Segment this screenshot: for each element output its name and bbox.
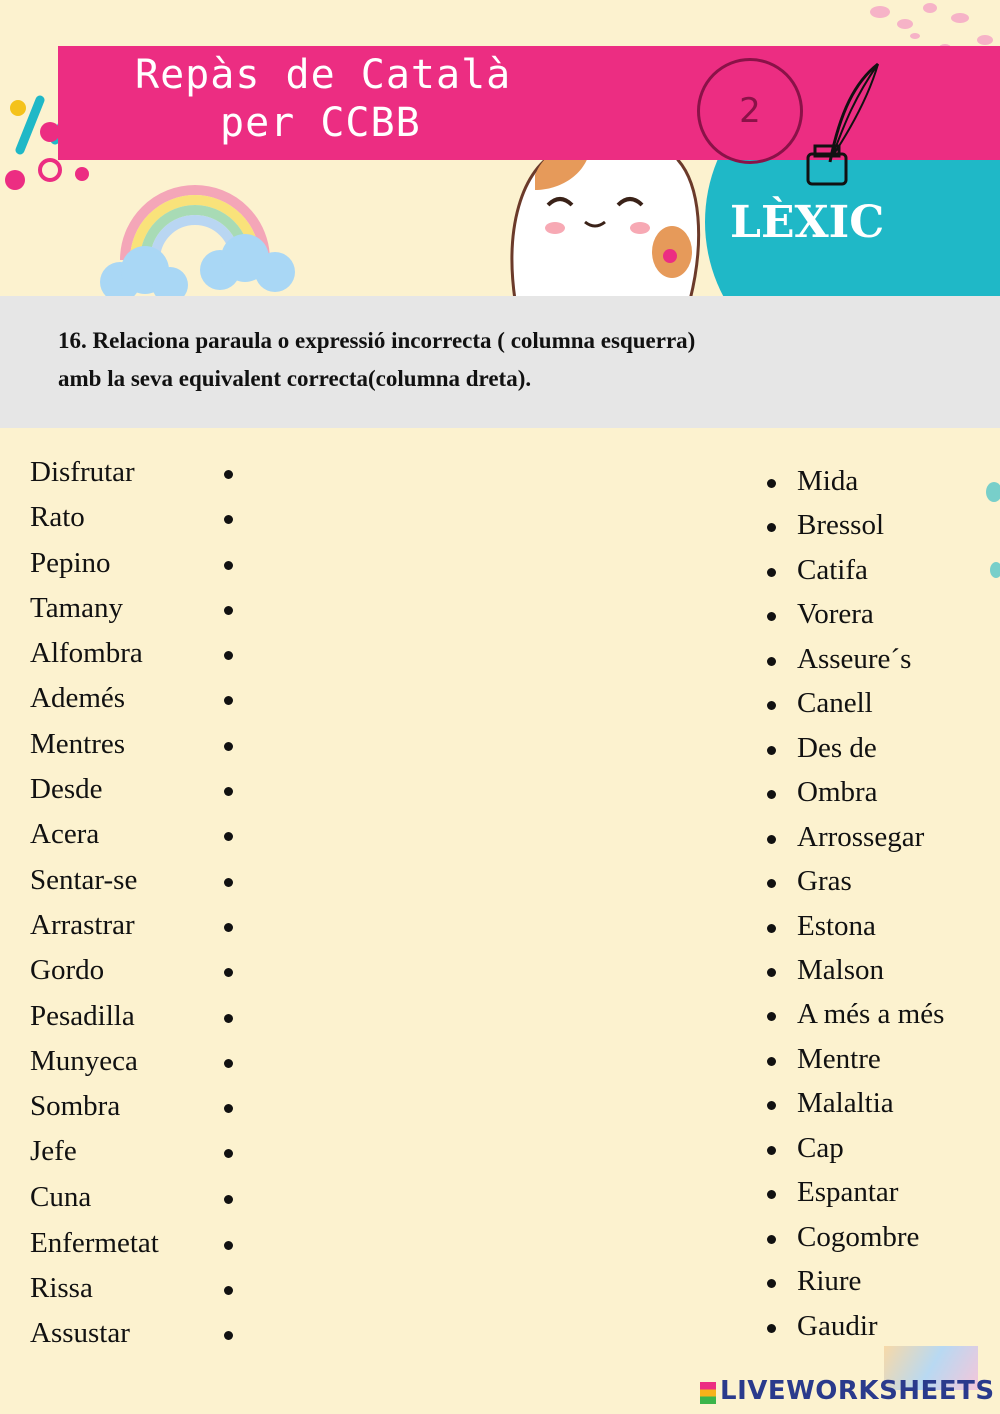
left-match-dot[interactable] bbox=[224, 968, 233, 977]
left-match-dot[interactable] bbox=[224, 1014, 233, 1023]
right-match-dot[interactable] bbox=[767, 968, 776, 977]
left-match-dot[interactable] bbox=[224, 787, 233, 796]
left-word: Rissa bbox=[30, 1272, 93, 1304]
right-word: Estona bbox=[797, 910, 876, 942]
left-match-dot[interactable] bbox=[224, 1286, 233, 1295]
title-line-1: Repàs de Català bbox=[135, 52, 512, 98]
left-word: Arrastrar bbox=[30, 909, 135, 941]
right-match-dot[interactable] bbox=[767, 924, 776, 933]
right-word: Riure bbox=[797, 1265, 862, 1297]
title-line-2: per CCBB bbox=[220, 100, 421, 146]
left-word: Jefe bbox=[30, 1135, 77, 1167]
left-match-dot[interactable] bbox=[224, 1059, 233, 1068]
section-title: LÈXIC bbox=[730, 197, 885, 248]
left-word: Gordo bbox=[30, 954, 105, 986]
left-word: Pesadilla bbox=[30, 1000, 135, 1032]
right-word: Vorera bbox=[797, 598, 874, 630]
right-match-dot[interactable] bbox=[767, 879, 776, 888]
left-word: Ademés bbox=[30, 682, 126, 714]
left-match-dot[interactable] bbox=[224, 1331, 233, 1340]
left-word: Munyeca bbox=[30, 1045, 138, 1077]
left-match-dot[interactable] bbox=[224, 470, 233, 479]
left-match-dot[interactable] bbox=[224, 832, 233, 841]
right-match-dot[interactable] bbox=[767, 1057, 776, 1066]
right-word: Des de bbox=[797, 732, 877, 764]
right-match-dot[interactable] bbox=[767, 1101, 776, 1110]
left-match-dot[interactable] bbox=[224, 561, 233, 570]
instructions-line-1: 16. Relaciona paraula o expressió incorrecta ( columna esquerra) bbox=[58, 328, 696, 353]
left-match-dot[interactable] bbox=[224, 1241, 233, 1250]
left-word: Mentres bbox=[30, 728, 126, 760]
right-match-dot[interactable] bbox=[767, 1324, 776, 1333]
left-word: Acera bbox=[30, 818, 100, 850]
left-match-dot[interactable] bbox=[224, 515, 233, 524]
right-match-dot[interactable] bbox=[767, 1235, 776, 1244]
right-word: Gaudir bbox=[797, 1310, 878, 1342]
right-word: A més a més bbox=[797, 998, 945, 1030]
left-match-dot[interactable] bbox=[224, 606, 233, 615]
liveworksheets-logo-icon bbox=[700, 1382, 716, 1404]
right-match-dot[interactable] bbox=[767, 1012, 776, 1021]
right-word: Asseure´s bbox=[797, 643, 912, 675]
left-word: Pepino bbox=[30, 547, 111, 579]
right-word: Cap bbox=[797, 1132, 844, 1164]
left-word: Enfermetat bbox=[30, 1227, 159, 1259]
right-word: Catifa bbox=[797, 554, 868, 586]
left-match-dot[interactable] bbox=[224, 878, 233, 887]
left-word: Desde bbox=[30, 773, 103, 805]
right-match-dot[interactable] bbox=[767, 835, 776, 844]
left-match-dot[interactable] bbox=[224, 1104, 233, 1113]
left-match-dot[interactable] bbox=[224, 651, 233, 660]
right-word: Bressol bbox=[797, 509, 884, 541]
right-match-dot[interactable] bbox=[767, 657, 776, 666]
right-match-dot[interactable] bbox=[767, 746, 776, 755]
instructions-line-2: amb la seva equivalent correcta(columna dreta). bbox=[58, 366, 532, 391]
right-match-dot[interactable] bbox=[767, 523, 776, 532]
right-word: Espantar bbox=[797, 1176, 899, 1208]
right-word: Malson bbox=[797, 954, 884, 986]
right-word: Ombra bbox=[797, 776, 878, 808]
right-word: Canell bbox=[797, 687, 873, 719]
left-match-dot[interactable] bbox=[224, 696, 233, 705]
left-match-dot[interactable] bbox=[224, 1149, 233, 1158]
right-word: Malaltia bbox=[797, 1087, 894, 1119]
worksheet-number: 2 bbox=[697, 58, 803, 164]
side-decor-dots bbox=[980, 470, 1000, 590]
left-match-dot[interactable] bbox=[224, 923, 233, 932]
left-word: Disfrutar bbox=[30, 456, 135, 488]
left-word: Alfombra bbox=[30, 637, 143, 669]
left-word: Sentar-se bbox=[30, 864, 138, 896]
left-match-dot[interactable] bbox=[224, 742, 233, 751]
right-match-dot[interactable] bbox=[767, 701, 776, 710]
right-word: Mentre bbox=[797, 1043, 881, 1075]
right-match-dot[interactable] bbox=[767, 1146, 776, 1155]
left-word: Sombra bbox=[30, 1090, 121, 1122]
right-word: Gras bbox=[797, 865, 852, 897]
quill-ink-icon bbox=[800, 62, 890, 192]
left-word: Cuna bbox=[30, 1181, 92, 1213]
right-match-dot[interactable] bbox=[767, 479, 776, 488]
right-match-dot[interactable] bbox=[767, 612, 776, 621]
left-word: Rato bbox=[30, 501, 85, 533]
left-match-dot[interactable] bbox=[224, 1195, 233, 1204]
instructions bbox=[58, 322, 958, 398]
liveworksheets-watermark[interactable]: LIVEWORKSHEETS bbox=[720, 1376, 995, 1406]
right-match-dot[interactable] bbox=[767, 1190, 776, 1199]
right-match-dot[interactable] bbox=[767, 568, 776, 577]
right-match-dot[interactable] bbox=[767, 790, 776, 799]
right-word: Mida bbox=[797, 465, 859, 497]
right-word: Cogombre bbox=[797, 1221, 920, 1253]
left-word: Tamany bbox=[30, 592, 123, 624]
left-word: Assustar bbox=[30, 1317, 130, 1349]
right-word: Arrossegar bbox=[797, 821, 925, 853]
right-match-dot[interactable] bbox=[767, 1279, 776, 1288]
